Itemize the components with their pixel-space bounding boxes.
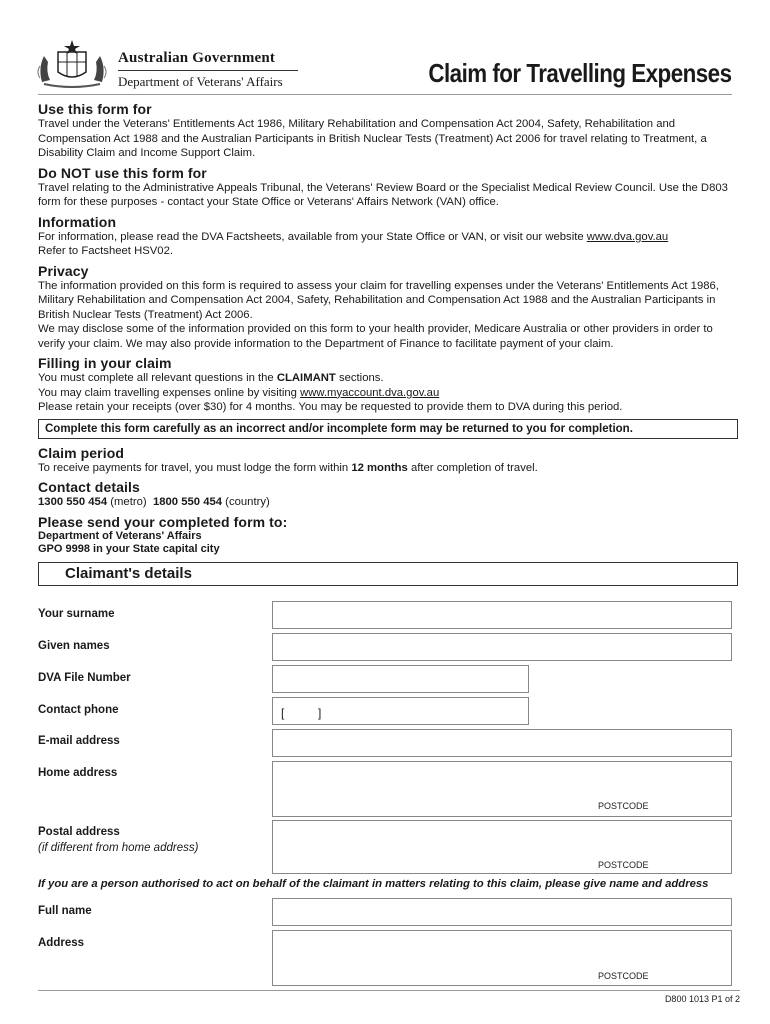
filling-heading: Filling in your claim: [38, 355, 172, 371]
send-to-line-2: GPO 9998 in your State capital city: [38, 542, 220, 555]
authorised-address-label: Address: [38, 937, 85, 949]
use-for-text: Travel under the Veterans' Entitlements Act 1986, Military Rehabilitation and Compensation Act 2004, Safety, Rehabilitation and Compensation Act 1988 and the Australian Participants in British Nuclear Tests (Treatment) Act 2006 for travel relating to Treatment, a Disability Claim and Income Support Claim.: [38, 118, 707, 159]
home-address-input[interactable]: [272, 761, 732, 817]
information-text-2: Refer to Factsheet HSV02.: [38, 245, 174, 257]
phone-area-open: [: [281, 706, 285, 720]
email-input[interactable]: [272, 729, 732, 757]
government-logo-text: [118, 50, 298, 90]
full-name-label: Full name: [38, 905, 92, 917]
footer-divider: [38, 990, 740, 991]
department-name: Department of Veterans' Affairs: [118, 74, 283, 89]
do-not-use-text: Travel relating to the Administrative Appeals Tribunal, the Veterans' Review Board or the Specialist Medical Review Council. Use the D803 form for these purposes - contact your State Office or Veterans' Affairs Network (VAN) office.: [38, 181, 728, 208]
use-for-heading: Use this form for: [38, 101, 152, 117]
metro-label: (metro): [107, 496, 147, 508]
dva-file-label: DVA File Number: [38, 672, 131, 684]
logo-divider: [118, 70, 298, 71]
given-names-label: Given names: [38, 640, 110, 652]
country-number: 1800 550 454: [152, 496, 223, 508]
postal-address-note: (if different from home address): [38, 842, 199, 854]
metro-number: 1300 550 454: [38, 496, 108, 508]
privacy-heading: Privacy: [38, 262, 89, 279]
email-label: E-mail address: [38, 735, 120, 747]
phone-area-close: ]: [318, 706, 322, 720]
authorised-person-note: If you are a person authorised to act on behalf of the claimant in matters relating to this claim, please give name and address: [38, 878, 709, 890]
instructions: [38, 97, 738, 586]
dva-website-link[interactable]: www.dva.gov.au: [586, 230, 669, 243]
filling-line-3: Please retain your receipts (over $30) for 4 months. You may be requested to provide them to DVA during this period.: [38, 401, 623, 413]
claim-period-heading: Claim period: [38, 444, 124, 461]
filling-line-1-bold: CLAIMANT: [276, 372, 336, 384]
filling-line-1-post: sections.: [335, 372, 384, 384]
authorised-postcode-label: POSTCODE: [598, 971, 649, 981]
postal-address-input[interactable]: [272, 820, 732, 874]
country-label: (country): [222, 496, 270, 508]
surname-label: Your surname: [38, 608, 115, 620]
information-text-1: For information, please read the DVA Factsheets, available from your State Office or VAN, or visit our website: [38, 230, 587, 243]
government-name: Australian Government: [118, 50, 276, 66]
form-code: D800 1013 P1 of 2: [664, 994, 740, 1004]
privacy-text-2: We may disclose some of the information provided on this form to your health provider, Medicare Australia or other providers in order to verify your claim. We may also provide information to the Department of Finance to facilitate payment of your claim.: [38, 323, 713, 350]
contact-numbers: [38, 495, 738, 510]
home-address-label: Home address: [38, 767, 118, 779]
header-divider: [38, 94, 732, 95]
contact-heading: Contact details: [38, 479, 140, 495]
home-postcode-label: POSTCODE: [598, 801, 649, 811]
information-heading: Information: [38, 213, 117, 230]
filling-line-1-pre: You must complete all relevant questions in the: [38, 372, 277, 384]
filling-line-2: [38, 386, 738, 401]
claim-period-bold: 12 months: [351, 461, 408, 474]
privacy-text-1: The information provided on this form is required to assess your claim for travelling expenses under the Veterans' Entitlements Act 1986, Military Rehabilitation and Compensation Act 2004, Safety, Rehabilitation and Compensation Act 1988 and the Australian Participants in British Nuclear Tests (Treatment) Act 2006.: [38, 279, 719, 321]
send-to-heading: Please send your completed form to:: [38, 513, 288, 530]
myaccount-link[interactable]: www.myaccount.dva.gov.au: [300, 386, 440, 399]
claim-period-pre: To receive payments for travel, you must lodge the form within: [38, 461, 352, 474]
postal-address-label: Postal address: [38, 826, 120, 838]
information-text: [38, 230, 738, 259]
contact-phone-input[interactable]: [272, 697, 529, 725]
coat-of-arms-icon: [34, 38, 110, 90]
claim-period-text: [38, 461, 738, 476]
claim-period-post: after completion of travel.: [407, 461, 538, 474]
contact-phone-label: Contact phone: [38, 704, 119, 716]
full-name-input[interactable]: [272, 898, 732, 926]
filling-line-1: [38, 371, 738, 386]
completion-notice: Complete this form carefully as an incorrect and/or incomplete form may be returned to you for completion.: [38, 419, 738, 439]
page-header: [0, 0, 770, 100]
do-not-use-heading: Do NOT use this form for: [38, 164, 207, 181]
given-names-input[interactable]: [272, 633, 732, 661]
authorised-address-input[interactable]: [272, 930, 732, 986]
filling-line-2-pre: You may claim travelling expenses online by visiting: [38, 386, 301, 399]
page-title: Claim for Travelling Expenses: [428, 58, 732, 88]
dva-file-input[interactable]: [272, 665, 529, 693]
postal-postcode-label: POSTCODE: [598, 860, 649, 870]
surname-input[interactable]: [272, 601, 732, 629]
send-to-line-1: Department of Veterans' Affairs: [38, 529, 202, 542]
claimant-section-header: Claimant's details: [38, 562, 738, 586]
